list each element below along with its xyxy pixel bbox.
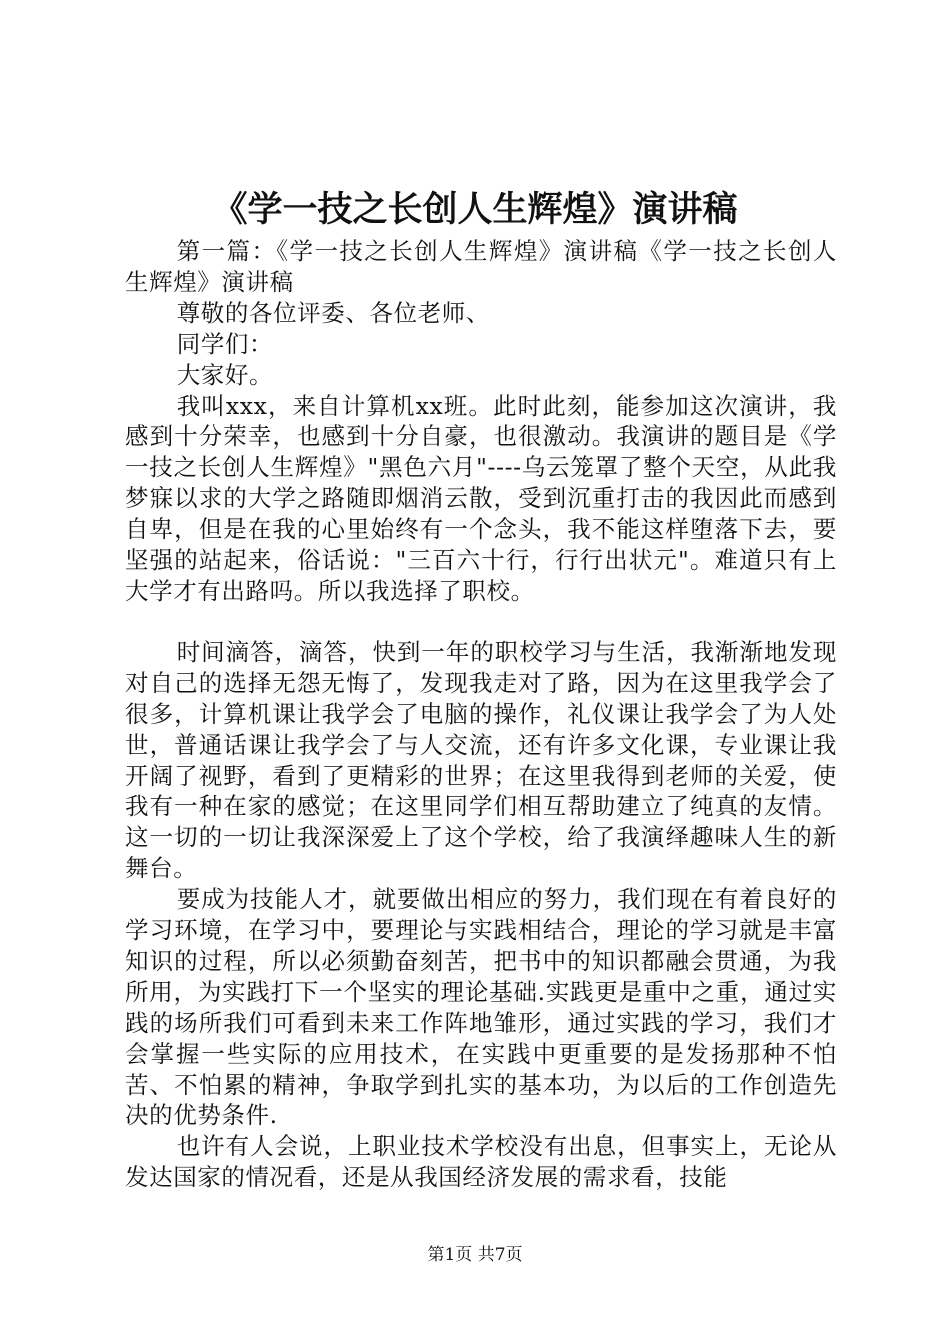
paragraph-heading: 第一篇：《学一技之长创人生辉煌》演讲稿《学一技之长创人生辉煌》演讲稿 bbox=[125, 237, 837, 296]
paragraph-greeting: 大家好。 bbox=[176, 360, 274, 389]
page-number-footer: 第1页 共7页 bbox=[427, 1245, 523, 1265]
paragraph-salutation-2: 同学们： bbox=[176, 329, 274, 358]
paragraph-intro: 我叫xxx，来自计算机xx班。此时此刻，能参加这次演讲，我感到十分荣幸，也感到十分自豪，也很激动。我演讲的题目是《学一技之长创人生辉煌》"黑色六月"----乌云笼罩了整个天空，从此我梦寐以求的大学之路随即烟消云散，受到沉重打击的我因此而感到自卑，但是在我的心里始终有一个念头，我不能这样堕落下去，要坚强的站起来，俗话说："三百六十行，行行出状元"。难道只有上大学才有出路吗。所以我选择了职校。 bbox=[125, 391, 837, 605]
paragraph-vocational: 也许有人会说，上职业技术学校没有出息，但事实上，无论从发达国家的情况看，还是从我国经济发展的需求看，技能 bbox=[125, 1132, 837, 1192]
paragraph-effort: 要成为技能人才，就要做出相应的努力，我们现在有着良好的学习环境，在学习中，要理论与实践相结合，理论的学习就是丰富知识的过程，所以必须勤奋刻苦，把书中的知识都融会贯通，为我所用，为实践打下一个坚实的理论基础.实践更是重中之重，通过实践的场所我们可看到未来工作阵地雏形，通过实践的学习，我们才会掌握一些实际的应用技术，在实践中更重要的是发扬那种不怕苦、不怕累的精神，争取学到扎实的基本功，为以后的工作创造先决的优势条件. bbox=[125, 885, 837, 1130]
document-title: 《学一技之长创人生辉煌》演讲稿 bbox=[212, 189, 738, 230]
document-body bbox=[125, 236, 837, 1193]
paragraph-school-life: 时间滴答，滴答，快到一年的职校学习与生活，我渐渐地发现对自己的选择无怨无悔了，发现我走对了路，因为在这里我学会了很多，计算机课让我学会了电脑的操作，礼仪课让我学会了为人处世，普通话课让我学会了与人交流，还有许多文化课，专业课让我开阔了视野，看到了更精彩的世界；在这里我得到老师的关爱，使我有一种在家的感觉；在这里同学们相互帮助建立了纯真的友情。这一切的一切让我深深爱上了这个学校，给了我演绎趣味人生的新舞台。 bbox=[125, 637, 837, 883]
paragraph-salutation: 尊敬的各位评委、各位老师、 bbox=[176, 298, 490, 327]
